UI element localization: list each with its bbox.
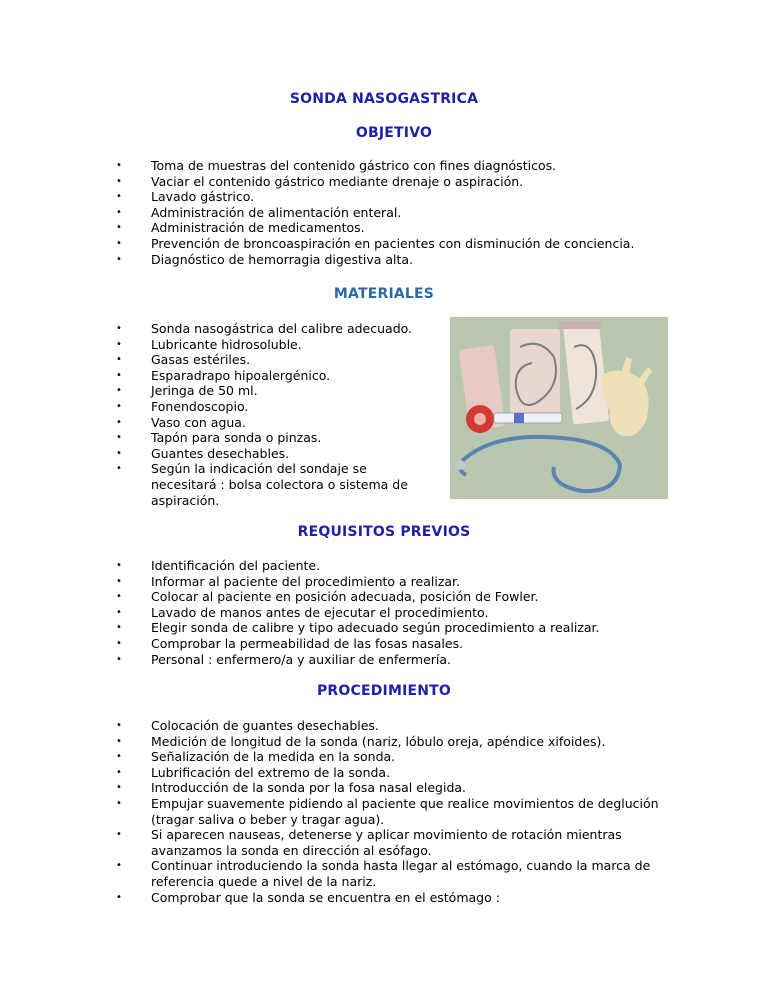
list-item [116, 589, 676, 605]
list-item-text: Tapón para sonda o pinzas. [151, 430, 322, 446]
list-item [116, 399, 416, 415]
list-item-text: Administración de medicamentos. [151, 220, 365, 236]
bullet-icon: • [116, 653, 122, 665]
objetivo-heading: OBJETIVO [355, 125, 433, 141]
list-item [116, 368, 416, 384]
list-item [116, 636, 676, 652]
list-item [116, 890, 676, 906]
list-item [116, 718, 676, 734]
bullet-icon: • [116, 175, 122, 187]
list-item [116, 446, 416, 462]
bullet-icon: • [116, 720, 122, 731]
bullet-icon: • [116, 622, 122, 634]
procedimiento-heading: PROCEDIMIENTO [316, 683, 452, 699]
list-item-text: Esparadrapo hipoalergénico. [151, 367, 331, 383]
list-item [116, 749, 676, 765]
bullet-icon: • [116, 606, 122, 618]
bullet-icon: • [116, 385, 122, 397]
bullet-icon: • [116, 253, 122, 265]
list-item [116, 765, 676, 781]
list-item-text: Lubrificación del extremo de la sonda. [151, 764, 391, 780]
bullet-icon: • [116, 369, 122, 381]
bullet-icon: • [116, 637, 122, 649]
list-item [116, 205, 676, 221]
bullet-icon: • [116, 782, 122, 794]
list-item [116, 430, 416, 446]
document-title: SONDA NASOGASTRICA [289, 91, 479, 107]
list-item [116, 337, 416, 353]
materials-photo-drawing [450, 317, 668, 499]
list-item [116, 858, 676, 889]
list-item [116, 252, 676, 268]
bullet-icon: • [116, 860, 122, 872]
list-item [116, 383, 416, 399]
bullet-icon: • [116, 560, 122, 571]
list-item [116, 321, 416, 337]
list-item-text: Identificación del paciente. [151, 558, 321, 573]
requisitos-heading: REQUISITOS PREVIOS [297, 524, 471, 540]
requisitos-list [116, 558, 676, 667]
bullet-icon: • [116, 575, 122, 587]
list-item-text: Toma de muestras del contenido gástrico con fines diagnósticos. [151, 158, 557, 173]
bullet-icon: • [116, 237, 122, 249]
list-item [116, 605, 676, 621]
bullet-icon: • [116, 797, 122, 809]
list-item-text: Fonendoscopio. [151, 398, 249, 414]
bullet-icon: • [116, 416, 122, 428]
list-item-text: Vaciar el contenido gástrico mediante drenaje o aspiración. [151, 173, 524, 189]
bullet-icon: • [116, 591, 122, 603]
list-item-text: Comprobar la permeabilidad de las fosas nasales. [151, 635, 464, 651]
bullet-icon: • [116, 206, 122, 218]
list-item-text: Lubricante hidrosoluble. [151, 336, 302, 352]
bullet-icon: • [116, 447, 122, 459]
list-item-text: Jeringa de 50 ml. [151, 383, 258, 399]
list-item-text: Medición de longitud de la sonda (nariz, lóbulo oreja, apéndice xifoides). [151, 733, 606, 749]
list-item-text: Empujar suavemente pidiendo al paciente que realice movimientos de deglución (tragar saliva o beber y tragar agua). [151, 795, 659, 827]
list-item [116, 796, 676, 827]
list-item [116, 352, 416, 368]
list-item-text: Colocar al paciente en posición adecuada, posición de Fowler. [151, 589, 539, 605]
bullet-icon: • [116, 735, 122, 747]
list-item [116, 558, 676, 574]
procedimiento-list [116, 718, 676, 905]
bullet-icon: • [116, 400, 122, 412]
list-item [116, 158, 676, 174]
bullet-icon: • [116, 432, 122, 444]
list-item-text: Continuar introduciendo la sonda hasta llegar al estómago, cuando la marca de referencia quede a nivel de la nariz. [151, 858, 651, 889]
bullet-icon: • [116, 751, 122, 763]
list-item-text: Lavado gástrico. [151, 189, 255, 205]
list-item [116, 220, 676, 236]
list-item-text: Diagnóstico de hemorragia digestiva alta. [151, 251, 414, 267]
bullet-icon: • [116, 891, 122, 903]
objetivo-list [116, 158, 676, 267]
bullet-icon: • [116, 222, 122, 234]
materials-photo [450, 317, 668, 499]
bullet-icon: • [116, 323, 122, 334]
list-item [116, 652, 676, 668]
bullet-icon: • [116, 463, 122, 475]
list-item [116, 189, 676, 205]
list-item [116, 780, 676, 796]
materiales-heading: MATERIALES [333, 286, 435, 302]
list-item-text: Vaso con agua. [151, 414, 246, 430]
list-item [116, 236, 676, 252]
list-item [116, 620, 676, 636]
list-item-text: Administración de alimentación enteral. [151, 204, 402, 220]
list-item-text: Prevención de broncoaspiración en pacientes con disminución de conciencia. [151, 235, 635, 251]
bullet-icon: • [116, 354, 122, 366]
list-item-text: Sonda nasogástrica del calibre adecuado. [151, 321, 413, 336]
list-item-text: Elegir sonda de calibre y tipo adecuado según procedimiento a realizar. [151, 620, 600, 636]
list-item-text: Comprobar que la sonda se encuentra en el estómago : [151, 889, 500, 905]
list-item-text: Señalización de la medida en la sonda. [151, 749, 396, 765]
list-item-text: Colocación de guantes desechables. [151, 718, 379, 733]
list-item-text: Introducción de la sonda por la fosa nasal elegida. [151, 780, 467, 796]
bullet-icon: • [116, 191, 122, 203]
list-item [116, 461, 416, 508]
list-item [116, 174, 676, 190]
list-item-text: Si aparecen nauseas, detenerse y aplicar movimiento de rotación mientras avanzamos la sonda en dirección al esófago. [151, 827, 622, 858]
list-item [116, 574, 676, 590]
list-item-text: Personal : enfermero/a y auxiliar de enfermería. [151, 651, 452, 667]
bullet-icon: • [116, 829, 122, 841]
list-item-text: Lavado de manos antes de ejecutar el procedimiento. [151, 604, 489, 620]
bullet-icon: • [116, 338, 122, 350]
materiales-list [116, 321, 416, 508]
list-item [116, 415, 416, 431]
bullet-icon: • [116, 766, 122, 778]
list-item-text: Según la indicación del sondaje se necesitará : bolsa colectora o sistema de aspiración. [151, 461, 408, 508]
list-item-text: Guantes desechables. [151, 445, 290, 461]
list-item-text: Informar al paciente del procedimiento a realizar. [151, 573, 461, 589]
list-item-text: Gasas estériles. [151, 352, 251, 368]
bullet-icon: • [116, 160, 122, 171]
list-item [116, 827, 676, 858]
list-item [116, 734, 676, 750]
